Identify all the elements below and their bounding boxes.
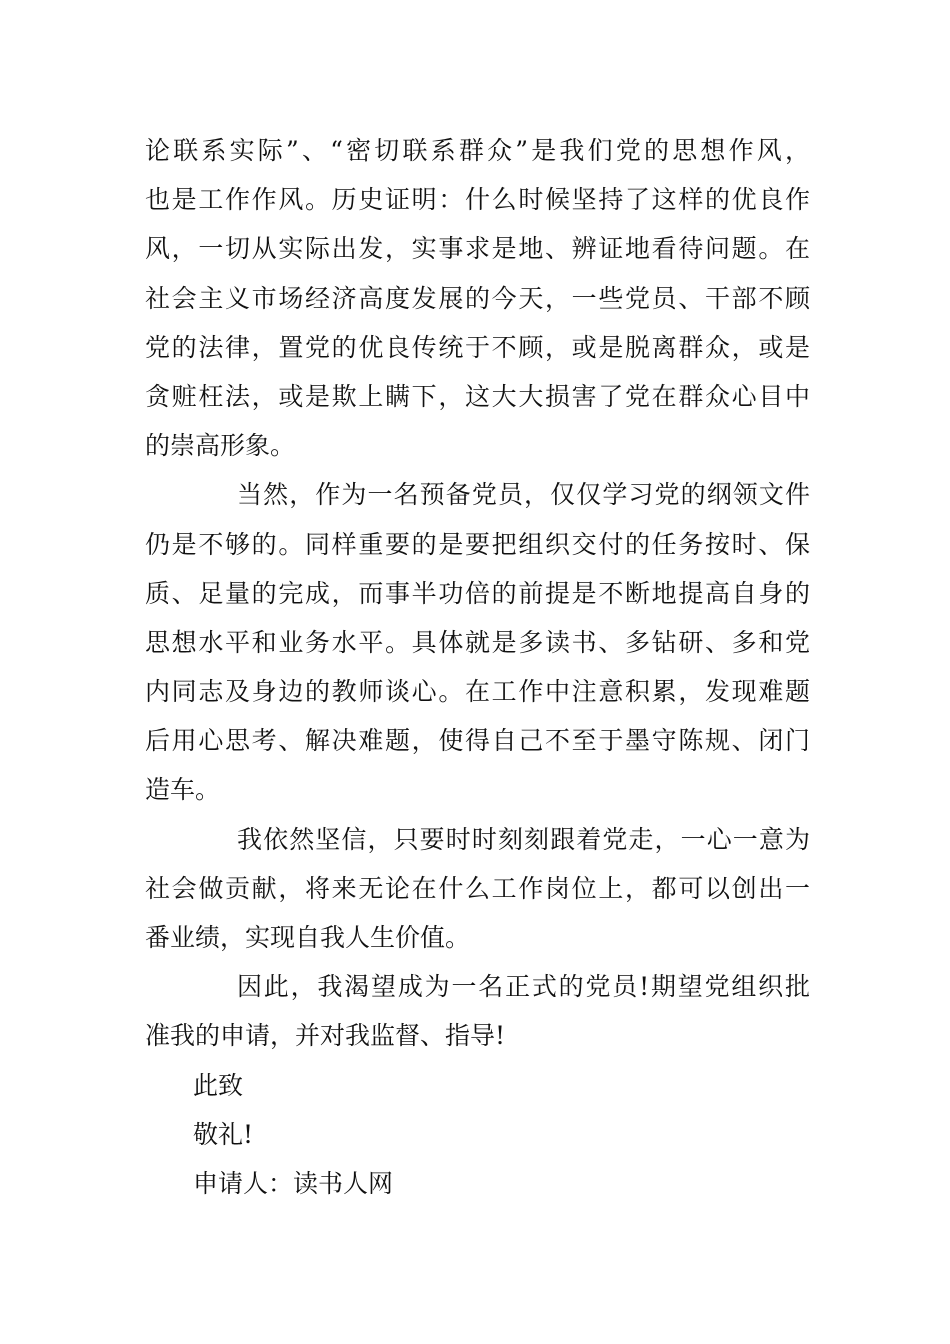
text-line: 内同志及身边的教师谈心。在工作中注意积累，发现难题: [145, 677, 810, 707]
text-line: 风，一切从实际出发，实事求是地、辨证地看待问题。在: [145, 234, 810, 264]
text-line: 造车。: [145, 775, 221, 805]
text-line: 社会主义市场经济高度发展的今天，一些党员、干部不顾: [145, 283, 810, 313]
text-line: 论联系实际”、“密切联系群众”是我们党的思想作风，: [145, 136, 810, 165]
text-line: 社会做贡献，将来无论在什么工作岗位上，都可以创出一: [145, 873, 810, 903]
paragraph-start-line: 我依然坚信，只要时时刻刻跟着党走，一心一意为: [237, 824, 810, 854]
text-line: 也是工作作风。历史证明：什么时候坚持了这样的优良作: [145, 185, 810, 215]
text-line: 党的法律，置党的优良传统于不顾，或是脱离群众，或是: [145, 332, 810, 362]
applicant-signature: 申请人：读书人网: [193, 1168, 394, 1198]
text-line: 贪赃枉法，或是欺上瞒下，这大大损害了党在群众心目中: [145, 381, 810, 411]
text-line: 番业绩，实现自我人生价值。: [145, 923, 471, 952]
paragraph-start-line: 因此，我渴望成为一名正式的党员!期望党组织批: [237, 972, 810, 1002]
letter-body: [145, 126, 810, 1208]
text-line: 后用心思考、解决难题，使得自己不至于墨守陈规、闭门: [145, 726, 810, 756]
closing-salutation: 此致: [193, 1070, 244, 1100]
closing-regards: 敬礼!: [193, 1119, 254, 1149]
text-line: 质、足量的完成，而事半功倍的前提是不断地提高自身的: [145, 578, 810, 608]
text-line: 仍是不够的。同样重要的是要把组织交付的任务按时、保: [145, 529, 810, 559]
text-line: 思想水平和业务水平。具体就是多读书、多钻研、多和党: [145, 627, 810, 657]
paragraph-start-line: 当然，作为一名预备党员，仅仅学习党的纲领文件: [237, 480, 810, 510]
text-line: 的崇高形象。: [145, 431, 296, 461]
text-line: 准我的申请，并对我监督、指导!: [145, 1021, 506, 1051]
